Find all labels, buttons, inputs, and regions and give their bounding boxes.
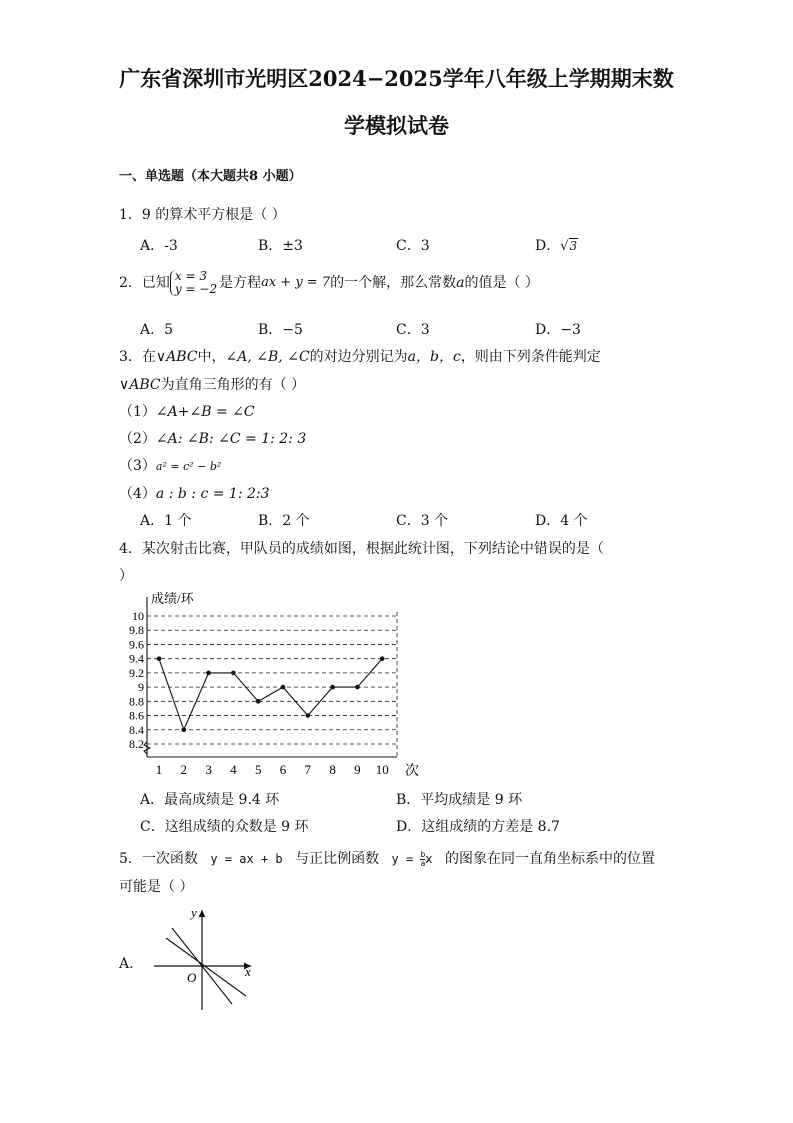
x-tick-label: 7 (304, 762, 312, 777)
data-point (330, 685, 335, 690)
x-tick-label: 4 (230, 762, 237, 777)
q1-option-b: B．±3 (258, 238, 303, 254)
q5-linear-function: y = ax + b (210, 852, 283, 866)
q3-condition-text: a : b : c = 1: 2:3 (155, 486, 270, 502)
q3-option-b: B．2 个 (258, 513, 310, 529)
question-4-line1: 4．某次射击比赛，甲队员的成绩如图，根据此统计图，下列结论中错误的是（ (119, 541, 604, 557)
line-1 (166, 938, 246, 996)
fraction-denominator: a (420, 859, 426, 868)
q2-variable: a (456, 275, 465, 291)
q1-option-c: C．3 (396, 238, 430, 254)
fraction-numerator: b (420, 850, 426, 859)
chart-series (157, 656, 385, 732)
q2-option-d: D．−3 (535, 322, 581, 338)
chart-axes (144, 597, 397, 757)
q2-mid2: 的一个解，那么常数 (330, 275, 457, 291)
q3-seg-a: 3．在 (119, 349, 156, 365)
x-tick-label: 1 (155, 762, 163, 777)
question-4-line2: ） (119, 568, 133, 584)
q3-condition-text: ∠A+∠B = ∠C (155, 404, 255, 420)
q5-suffix: 的图象在同一直角坐标系中的位置 (444, 851, 655, 867)
y-tick-label: 8.4 (129, 722, 144, 737)
q5-f2-tail: x (425, 852, 433, 866)
q3-line2: 为直角三角形的有（ ） (160, 377, 306, 393)
q2-equation: ax + y = 7 (261, 275, 331, 290)
x-tick-label: 5 (254, 762, 262, 777)
q3-condition-1 (119, 401, 255, 421)
sqrt-symbol: √ (560, 239, 569, 254)
x-tick-label: 10 (375, 762, 389, 777)
q3-condition-3 (119, 455, 221, 475)
q3-condition-2 (119, 428, 306, 448)
q3-seg-c: 的对边分别记为 (309, 349, 408, 365)
q3-option-c: C．3 个 (396, 513, 449, 529)
y-tick-label: 8.6 (129, 708, 144, 723)
q5-mid: 与正比例函数 (295, 851, 380, 867)
q2-option-b: B．−5 (258, 322, 303, 338)
data-point (281, 685, 286, 690)
q3-seg-d: ，则由下列条件能判定 (460, 349, 601, 365)
q3-angles: ∠A, ∠B, ∠C (225, 349, 310, 365)
q5-option-a-label: A． (119, 956, 144, 972)
x-tick-label: 9 (354, 762, 361, 777)
page-title-line2: 学模拟试卷 (344, 113, 449, 138)
q3-condition-num: （2） (119, 431, 156, 447)
q3-option-a: A．1 个 (140, 513, 192, 529)
question-2-stem (119, 270, 539, 296)
chart-y-axis-label: 成绩/环 (151, 591, 194, 606)
data-point (206, 671, 211, 676)
q3-condition-text: a² = c² − b² (155, 460, 222, 473)
y-tick-label: 9.6 (129, 637, 144, 652)
q1-radicand: 3 (569, 239, 578, 253)
chart-x-ticks (156, 762, 389, 777)
q2-option-c: C．3 (396, 322, 430, 338)
system-eq-2: y = −2 (174, 282, 218, 296)
x-tick-label: 3 (205, 762, 212, 777)
origin-label: O (187, 970, 197, 985)
q5-prefix: 5．一次函数 (119, 851, 198, 867)
q1-option-d (535, 235, 578, 255)
q3-condition-num: （4） (119, 486, 156, 502)
series-line (159, 659, 382, 730)
x-tick-label: 2 (180, 762, 188, 777)
q5-proportional-function (392, 852, 433, 866)
page-title-line1: 广东省深圳市光明区2024−2025学年八年级上学期期末数 (119, 66, 674, 91)
y-tick-label: 8.8 (129, 694, 144, 709)
chart-y-ticks (129, 609, 144, 751)
x-axis-label: x (245, 964, 251, 979)
section-heading: 一、单选题（本大题共8 小题） (119, 169, 302, 184)
question-5-line2: 可能是（ ） (119, 879, 194, 895)
data-point (355, 685, 360, 690)
y-axis-label: y (191, 905, 197, 920)
q2-mid: 是方程 (219, 275, 262, 291)
y-tick-label: 9.8 (129, 623, 144, 638)
q5-option-a-graph (148, 900, 263, 1015)
q3-seg-b: 中， (197, 349, 226, 365)
q3-condition-text: ∠A: ∠B: ∠C = 1: 2: 3 (155, 431, 307, 447)
q3-condition-num: （3） (119, 458, 156, 474)
q5-f2-head: y = (391, 852, 421, 866)
q4-option-a: A．最高成绩是 9.4 环 (140, 792, 280, 808)
data-point (182, 727, 187, 732)
chart-x-axis-label: 次 (405, 764, 419, 779)
q1-option-a: A．-3 (140, 238, 178, 254)
data-point (256, 699, 261, 704)
score-line-chart (110, 585, 430, 785)
q3-triangle-2: ∨ABC (119, 377, 161, 393)
q2-option-a: A．5 (140, 322, 174, 338)
data-point (231, 671, 236, 676)
question-5-line1 (119, 848, 655, 868)
equation-system (170, 270, 217, 296)
q3-option-d: D．4 个 (535, 513, 588, 529)
question-1-stem: 1．9 的算术平方根是（ ） (119, 207, 286, 223)
q1-option-d-label: D． (535, 238, 561, 254)
q2-prefix: 2．已知 (119, 275, 170, 291)
data-point (306, 713, 311, 718)
q3-condition-num: （1） (119, 404, 156, 420)
y-tick-label: 9 (138, 680, 144, 695)
q4-option-b: B．平均成绩是 9 环 (396, 792, 523, 808)
q3-triangle-1: ∨ABC (155, 349, 198, 365)
question-3-line2 (119, 374, 305, 394)
data-point (157, 656, 162, 661)
y-tick-label: 9.2 (129, 665, 144, 680)
x-tick-label: 8 (329, 762, 336, 777)
q4-option-d: D．这组成绩的方差是 8.7 (396, 819, 560, 835)
y-tick-label: 9.4 (129, 651, 144, 666)
question-3-line1 (119, 346, 601, 366)
system-eq-1: x = 3 (174, 269, 208, 283)
q3-condition-4 (119, 483, 270, 503)
y-tick-label: 10 (132, 609, 144, 623)
q2-suffix: 的值是（ ） (464, 275, 539, 291)
q3-sides: a，b，c (407, 349, 461, 365)
x-tick-label: 6 (279, 762, 287, 777)
q4-option-c: C．这组成绩的众数是 9 环 (140, 819, 309, 835)
y-tick-label: 8.2 (129, 737, 144, 751)
data-point (380, 656, 385, 661)
